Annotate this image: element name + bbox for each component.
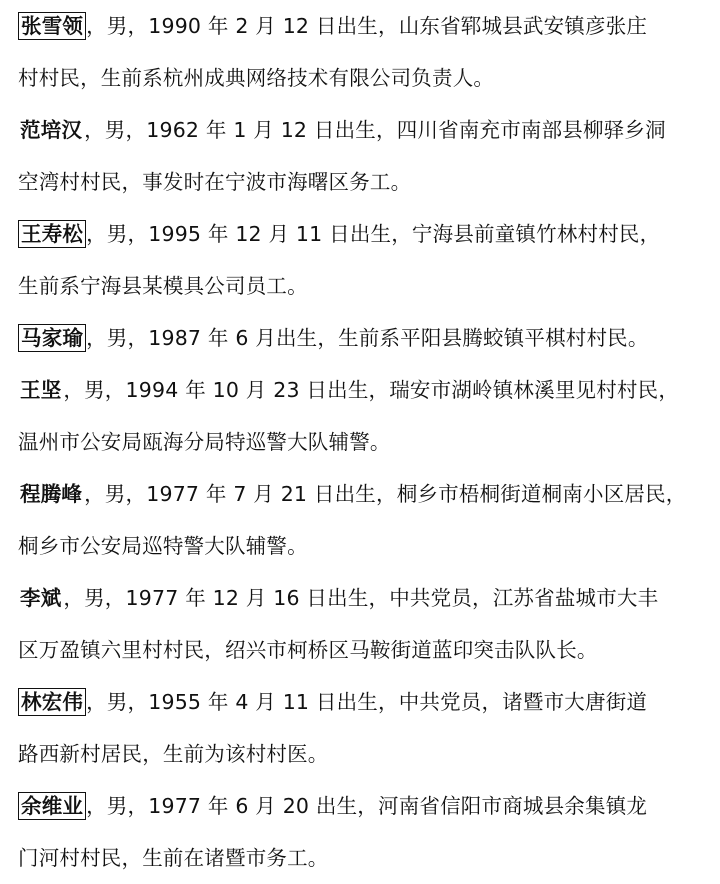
entry-line-2: 区万盈镇六里村村民，绍兴市柯桥区马鞍街道蓝印突击队队长。 [18,638,598,662]
entry-text: ，男，1977 年 12 月 16 日出生，中共党员，江苏省盐城市大丰 [63,586,659,610]
person-name: 余维业 [18,792,86,820]
entry-text: ，男，1977 年 7 月 21 日出生，桐乡市梧桐街道桐南小区居民， [84,482,687,506]
document-body [18,0,708,884]
person-name: 范培汉 [20,118,83,142]
entry-line-1 [18,312,708,364]
entry-ma-jiayu [18,312,708,364]
entry-line-2: 村村民，生前系杭州成典网络技术有限公司负责人。 [18,66,495,90]
entry-line-1 [18,364,708,416]
entry-text: ，男，1990 年 2 月 12 日出生，山东省郓城县武安镇彦张庄 [86,14,648,38]
entry-line-2: 桐乡市公安局巡特警大队辅警。 [18,534,308,558]
entry-line-1 [18,572,708,624]
entry-text: ，男，1995 年 12 月 11 日出生，宁海县前童镇竹林村村民， [86,222,661,246]
entry-line-1 [18,676,708,728]
entry-line-1 [18,104,708,156]
person-name: 程腾峰 [20,482,83,506]
entry-zhang-xueling [18,0,708,104]
entry-wang-shousong [18,208,708,312]
entry-lin-hongwei [18,676,708,780]
entry-line-1 [18,0,708,52]
person-name: 李斌 [20,586,62,610]
entry-line-2: 生前系宁海县某模具公司员工。 [18,274,308,298]
entry-line-1 [18,208,708,260]
entry-cheng-tengfeng [18,468,708,572]
entry-line-2: 路西新村居民，生前为该村村医。 [18,742,329,766]
entry-line-2: 空湾村村民，事发时在宁波市海曙区务工。 [18,170,412,194]
entry-fan-peihan [18,104,708,208]
person-name: 王坚 [20,378,62,402]
person-name: 马家瑜 [18,324,86,352]
entry-line-2: 温州市公安局瓯海分局特巡警大队辅警。 [18,430,391,454]
entry-li-bin [18,572,708,676]
entry-wang-jian [18,364,708,468]
entry-text: ，男，1994 年 10 月 23 日出生，瑞安市湖岭镇林溪里见村村民， [63,378,680,402]
entry-line-1 [18,780,708,832]
entry-line-2: 门河村村民，生前在诸暨市务工。 [18,846,329,870]
person-name: 王寿松 [18,220,86,248]
entry-line-1 [18,468,708,520]
entry-yu-weiye [18,780,708,884]
person-name: 林宏伟 [18,688,86,716]
entry-text: ，男，1977 年 6 月 20 出生，河南省信阳市商城县余集镇龙 [86,794,648,818]
entry-text: ，男，1987 年 6 月出生，生前系平阳县腾蛟镇平棋村村民。 [86,326,649,350]
entry-text: ，男，1955 年 4 月 11 日出生，中共党员，诸暨市大唐街道 [86,690,648,714]
person-name: 张雪领 [18,12,86,40]
entry-text: ，男，1962 年 1 月 12 日出生，四川省南充市南部县柳驿乡洞 [84,118,666,142]
